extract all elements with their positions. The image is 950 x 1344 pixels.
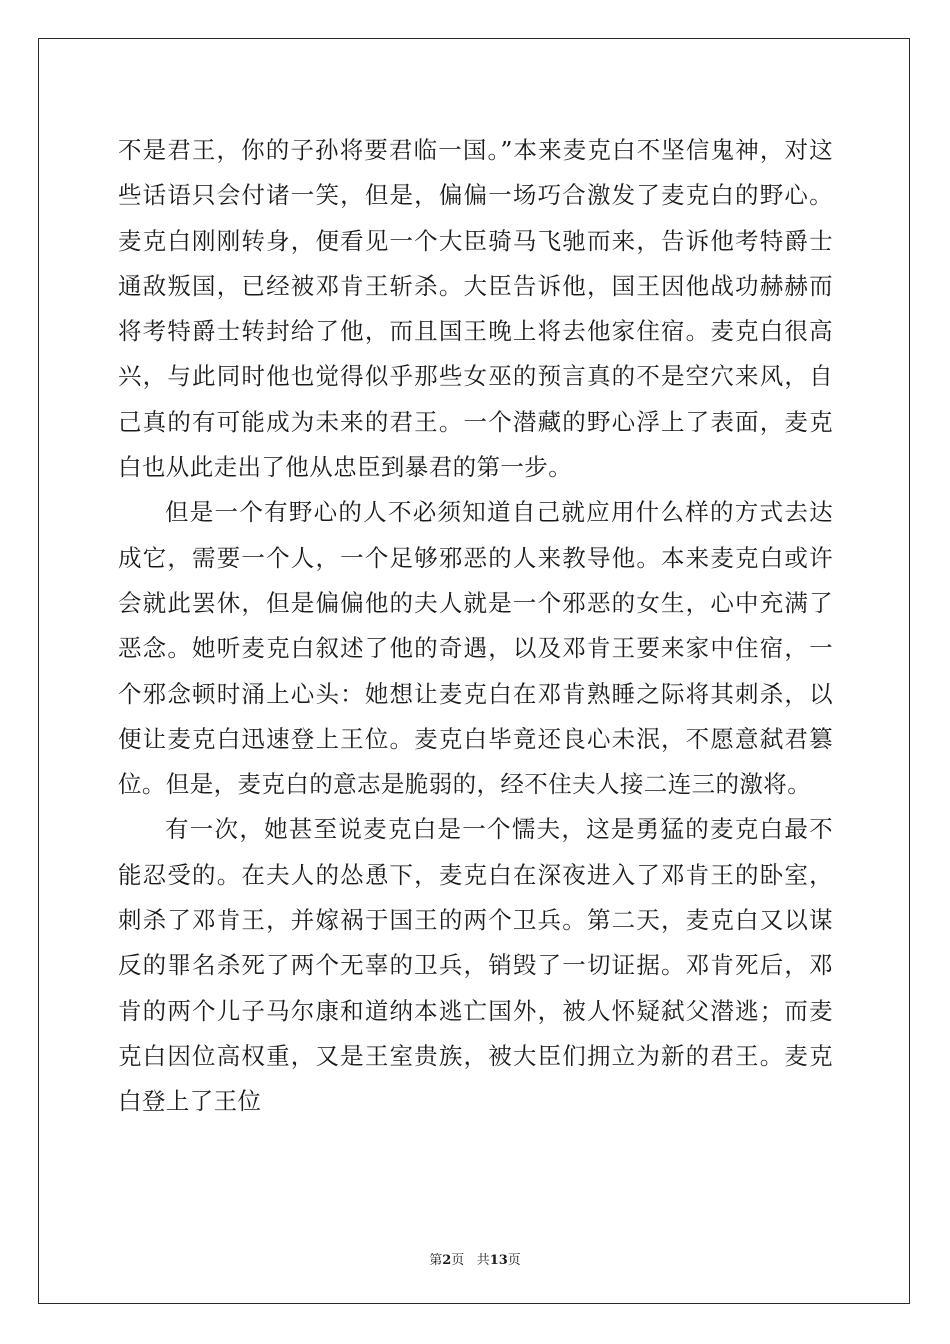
document-body [118,128,833,1125]
paragraph-1: 不是君王，你的子孙将要君临一国。”本来麦克白不坚信鬼神，对这些话语只会付诸一笑，但是，偏偏一场巧合激发了麦克白的野心。麦克白刚刚转身，便看见一个大臣骑马飞驰而来，告诉他考特爵士通敌叛国，已经被邓肯王斩杀。大臣告诉他，国王因他战功赫赫而将考特爵士转封给了他，而且国王晚上将去他家住宿。麦克白很高兴，与此同时他也觉得似乎那些女巫的预言真的不是空穴来风，自己真的有可能成为未来的君王。一个潜藏的野心浮上了表面，麦克白也从此走出了他从忠臣到暴君的第一步。 [118,136,833,482]
paragraph-2: 但是一个有野心的人不必须知道自己就应用什么样的方式去达成它，需要一个人，一个足够邪恶的人来教导他。本来麦克白或许会就此罢休，但是偏偏他的夫人就是一个邪恶的女生，心中充满了恶念。她听麦克白叙述了他的奇遇，以及邓肯王要来家中住宿，一个邪念顿时涌上心头：她想让麦克白在邓肯熟睡之际将其刺杀，以便让麦克白迅速登上王位。麦克白毕竟还良心未泯，不愿意弑君篡位。但是，麦克白的意志是脆弱的，经不住夫人接二连三的激将。 [118,498,833,799]
total-pages: 13 [489,1253,508,1268]
page-suffix: 页 [451,1253,465,1268]
total-suffix: 页 [507,1253,521,1268]
total-prefix: 共 [476,1253,490,1268]
page-footer [0,1249,950,1268]
paragraph-3: 有一次，她甚至说麦克白是一个懦夫，这是勇猛的麦克白最不能忍受的。在夫人的怂恿下，麦克白在深夜进入了邓肯王的卧室，刺杀了邓肯王，并嫁祸于国王的两个卫兵。第二天，麦克白又以谋反的罪名杀死了两个无辜的卫兵，销毁了一切证据。邓肯死后，邓肯的两个儿子马尔康和道纳本逃亡国外，被人怀疑弑父潜逃；而麦克白因位高权重，又是王室贵族，被大臣们拥立为新的君王。麦克白登上了王位 [118,815,833,1116]
page-number: 2 [442,1253,452,1268]
page-prefix: 第 [429,1253,443,1268]
